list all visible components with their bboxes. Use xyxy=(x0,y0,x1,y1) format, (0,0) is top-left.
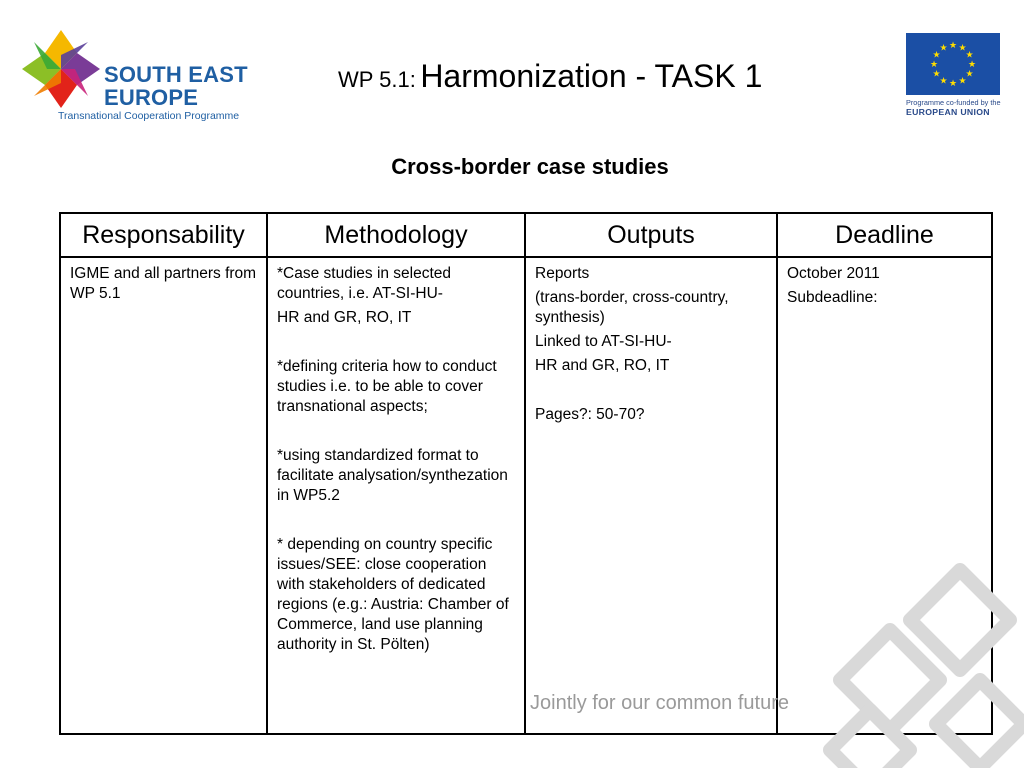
methodology-item: *Case studies in selected countries, i.e. AT-SI-HU- xyxy=(277,265,452,302)
eu-star-icon: ★ xyxy=(967,59,977,69)
header-deadline: Deadline xyxy=(777,213,992,257)
logo-tagline: Transnational Cooperation Programme xyxy=(58,110,240,122)
deadline-item: Subdeadline: xyxy=(787,289,878,306)
eu-star-icon: ★ xyxy=(948,78,958,88)
slide-subtitle: Cross-border case studies xyxy=(391,154,669,179)
title-prefix: WP 5.1: xyxy=(338,67,416,92)
methodology-item: *using standardized format to facilitate analysation/synthezation in WP5.2 xyxy=(277,447,508,504)
outputs-item: (trans-border, cross-country, synthesis) xyxy=(535,289,729,326)
methodology-item: HR and GR, RO, IT xyxy=(277,309,412,326)
eu-cofunded-note: Programme co-funded by the xyxy=(906,98,1001,107)
outputs-item: Reports xyxy=(535,265,590,282)
flower-logo-icon xyxy=(20,28,102,110)
header-methodology: Methodology xyxy=(267,213,525,257)
outputs-item: Pages?: 50-70? xyxy=(535,406,645,423)
eu-star-icon: ★ xyxy=(965,68,974,79)
decorative-flower-icon xyxy=(810,560,1024,768)
eu-star-icon: ★ xyxy=(932,49,941,60)
eu-star-icon: ★ xyxy=(932,68,941,79)
table-header-row xyxy=(60,213,992,257)
logo-line-2: EUROPE xyxy=(104,85,199,110)
eu-star-icon: ★ xyxy=(939,42,948,53)
responsibility-text: IGME and all partners from WP 5.1 xyxy=(70,265,257,302)
eu-star-icon: ★ xyxy=(965,49,974,60)
eu-star-icon: ★ xyxy=(958,75,967,86)
logo-line-1: SOUTH EAST xyxy=(104,62,248,87)
cell-outputs xyxy=(525,257,777,734)
header-responsibility: Responsability xyxy=(60,213,267,257)
cell-methodology xyxy=(267,257,525,734)
eu-star-icon: ★ xyxy=(929,59,939,69)
title-main: Harmonization - TASK 1 xyxy=(420,58,763,94)
eu-flag-icon xyxy=(906,33,1000,95)
see-programme-logo xyxy=(20,28,260,124)
eu-star-icon: ★ xyxy=(939,75,948,86)
header-outputs: Outputs xyxy=(525,213,777,257)
methodology-item: * depending on country specific issues/SEE: close cooperation with stakeholders of dedicated regions (e.g.: Austria: Chamber of Commerce, land use planning authority in St. Pölten) xyxy=(277,536,509,653)
methodology-item: *defining criteria how to conduct studies i.e. to be able to cover transnational aspects; xyxy=(277,358,497,415)
eu-logo xyxy=(906,33,1002,117)
slide-title xyxy=(338,58,762,95)
eu-star-icon: ★ xyxy=(948,40,958,50)
outputs-item: HR and GR, RO, IT xyxy=(535,357,670,374)
eu-name: EUROPEAN UNION xyxy=(906,107,990,117)
footer-tagline: Jointly for our common future xyxy=(530,692,789,714)
cell-responsibility xyxy=(60,257,267,734)
eu-star-icon: ★ xyxy=(958,42,967,53)
deadline-item: October 2011 xyxy=(787,265,880,282)
outputs-item: Linked to AT-SI-HU- xyxy=(535,333,672,350)
